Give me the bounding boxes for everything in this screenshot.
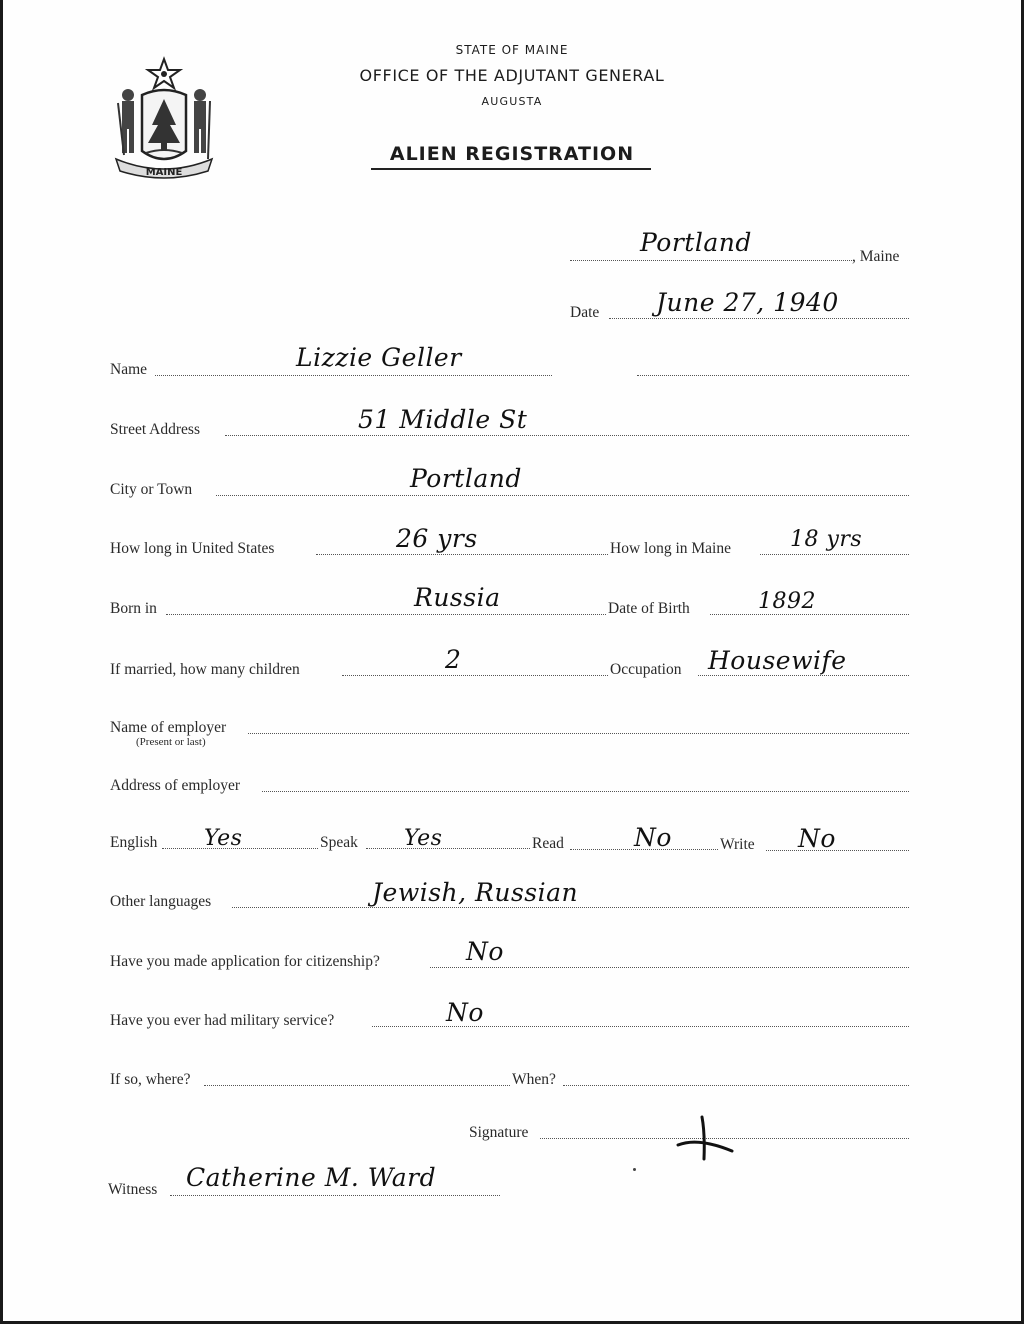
years-maine-line xyxy=(760,554,909,555)
children-line xyxy=(342,675,608,676)
signature-label: Signature xyxy=(469,1124,529,1141)
form-title: ALIEN REGISTRATION xyxy=(389,143,635,165)
military-value[interactable]: No xyxy=(446,998,484,1027)
street-address-label: Street Address xyxy=(110,421,200,438)
dob-label: Date of Birth xyxy=(608,600,690,617)
years-us-line xyxy=(316,554,608,555)
name-line-second xyxy=(637,375,909,376)
name-value[interactable]: Lizzie Geller xyxy=(296,343,462,372)
years-maine-label: How long in Maine xyxy=(610,540,731,557)
write-value[interactable]: No xyxy=(798,824,836,853)
place-value[interactable]: Portland xyxy=(640,228,752,257)
born-in-value[interactable]: Russia xyxy=(414,583,501,612)
english-label: English xyxy=(110,834,158,851)
witness-label: Witness xyxy=(108,1181,158,1198)
dob-line xyxy=(710,614,909,615)
where-line xyxy=(204,1085,510,1086)
employer-name-label: Name of employer xyxy=(110,719,227,736)
date-label: Date xyxy=(570,304,600,321)
years-us-label: How long in United States xyxy=(110,540,275,557)
children-value[interactable]: 2 xyxy=(445,645,462,674)
write-label: Write xyxy=(720,836,755,853)
signature-cross-mark-icon xyxy=(676,1115,736,1165)
children-label: If married, how many children xyxy=(110,661,300,678)
born-in-label: Born in xyxy=(110,600,157,617)
write-line xyxy=(766,850,909,851)
date-line xyxy=(609,318,909,319)
employer-name-line xyxy=(248,733,909,734)
occupation-line xyxy=(698,675,909,676)
english-value[interactable]: Yes xyxy=(204,826,243,851)
read-label: Read xyxy=(532,835,564,852)
military-label: Have you ever had military service? xyxy=(110,1012,335,1029)
date-value[interactable]: June 27, 1940 xyxy=(656,288,839,317)
years-us-value[interactable]: 26 yrs xyxy=(396,524,478,553)
citizenship-line xyxy=(430,967,909,968)
city-value[interactable]: Portland xyxy=(410,464,522,493)
name-line-first xyxy=(155,375,552,376)
where-label: If so, where? xyxy=(110,1071,191,1088)
name-label: Name xyxy=(110,361,148,378)
occupation-value[interactable]: Housewife xyxy=(708,646,847,675)
city-label: City or Town xyxy=(110,481,193,498)
city-line xyxy=(216,495,909,496)
speak-value[interactable]: Yes xyxy=(404,826,443,851)
dob-value[interactable]: 1892 xyxy=(758,589,816,614)
scan-border-left xyxy=(0,0,3,1324)
seal-banner-text: MAINE xyxy=(145,167,183,178)
citizenship-label: Have you made application for citizenship? xyxy=(110,953,380,970)
born-in-line xyxy=(166,614,606,615)
ink-speck xyxy=(633,1168,636,1171)
employer-address-label: Address of employer xyxy=(110,777,240,794)
speak-label: Speak xyxy=(320,834,358,851)
employer-address-line xyxy=(262,791,909,792)
years-maine-value[interactable]: 18 yrs xyxy=(790,527,863,552)
other-languages-value[interactable]: Jewish, Russian xyxy=(372,878,579,907)
place-line xyxy=(570,260,852,261)
when-label: When? xyxy=(512,1071,556,1088)
other-languages-line xyxy=(232,907,909,908)
witness-signature[interactable]: Catherine M. Ward xyxy=(186,1163,437,1192)
other-languages-label: Other languages xyxy=(110,893,212,910)
maine-label: , Maine xyxy=(852,248,900,265)
employer-name-note: (Present or last) xyxy=(136,736,206,748)
office-heading: OFFICE OF THE ADJUTANT GENERAL xyxy=(359,66,665,85)
city-heading: AUGUSTA xyxy=(481,95,543,108)
witness-line xyxy=(170,1195,500,1196)
street-address-line xyxy=(225,435,909,436)
occupation-label: Occupation xyxy=(610,661,682,678)
title-underline xyxy=(371,168,651,170)
when-line xyxy=(563,1085,909,1086)
citizenship-value[interactable]: No xyxy=(466,937,504,966)
state-heading: STATE OF MAINE xyxy=(455,43,569,57)
read-value[interactable]: No xyxy=(634,823,672,852)
speak-line xyxy=(366,848,530,849)
street-address-value[interactable]: 51 Middle St xyxy=(358,405,528,434)
